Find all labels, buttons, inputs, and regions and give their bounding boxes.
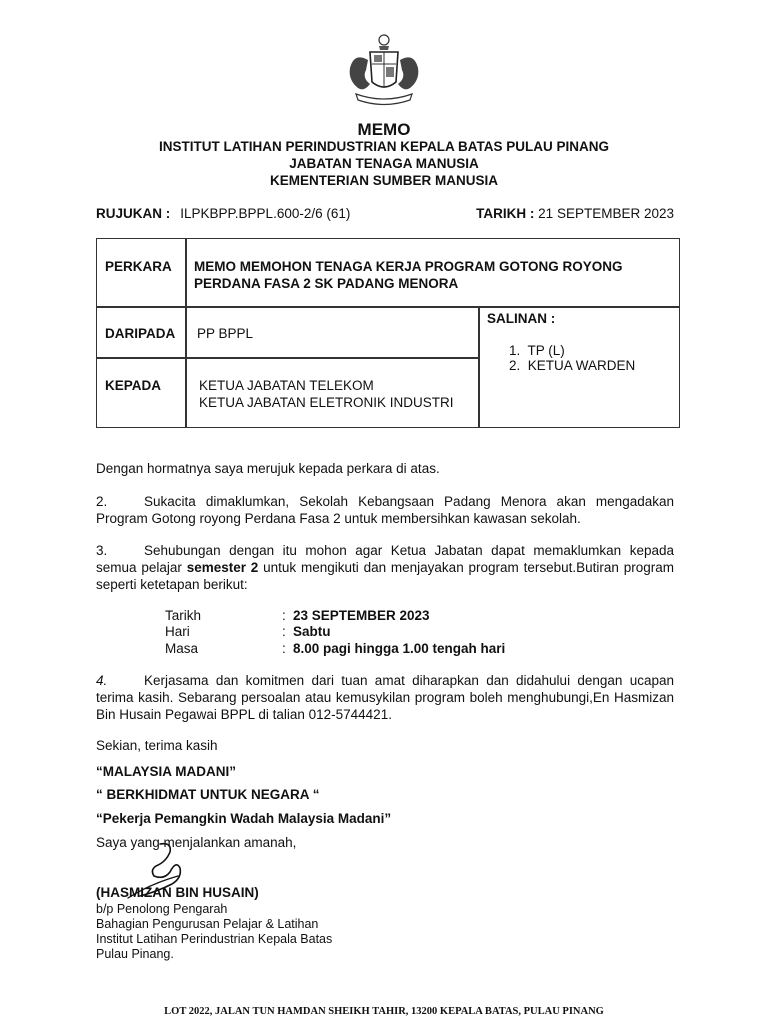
perkara-line-1: MEMO MEMOHON TENAGA KERJA PROGRAM GOTONG ROYONG bbox=[194, 259, 623, 274]
opening-paragraph: Dengan hormatnya saya merujuk kepada perkara di atas. bbox=[96, 461, 440, 476]
perkara-label: PERKARA bbox=[105, 259, 172, 274]
signatory-role: b/p Penolong Pengarah bbox=[96, 902, 228, 916]
paragraph-4-text: Kerjasama dan komitmen dari tuan amat diharapkan dan didahului dengan ucapan terima kasih. Sebarang persoalan atau kemusykilan program boleh menghubungi,En Hasmizan Bin Husain Pegawai BPPL di talian 012-5744421. bbox=[96, 673, 674, 722]
signatory-name: (HASMIZAN BIN HUSAIN) bbox=[96, 885, 259, 900]
perkara-line-2: PERDANA FASA 2 SK PADANG MENORA bbox=[194, 276, 459, 291]
malaysia-coat-of-arms-emblem bbox=[336, 30, 432, 110]
table-divider bbox=[96, 306, 680, 308]
slogan-pekerja: “Pekerja Pemangkin Wadah Malaysia Madani” bbox=[96, 811, 392, 826]
paragraph-3-bold: semester 2 bbox=[186, 560, 259, 575]
tarikh-label: TARIKH : bbox=[476, 206, 535, 221]
ministry-name: KEMENTERIAN SUMBER MANUSIA bbox=[269, 173, 498, 188]
slogan-malaysia-madani: “MALAYSIA MADANI” bbox=[96, 764, 237, 779]
signatory-division: Bahagian Pengurusan Pelajar & Latihan bbox=[96, 917, 319, 931]
daripada-label: DARIPADA bbox=[105, 326, 176, 341]
paragraph-3 bbox=[96, 542, 674, 593]
paragraph-4 bbox=[96, 672, 674, 723]
slogan-berkhidmat: “ BERKHIDMAT UNTUK NEGARA “ bbox=[96, 787, 320, 802]
kepada-label: KEPADA bbox=[105, 378, 162, 393]
sekian-line: Sekian, terima kasih bbox=[96, 738, 218, 753]
schedule-label: Masa bbox=[165, 641, 199, 656]
institute-name: INSTITUT LATIHAN PERINDUSTRIAN KEPALA BATAS PULAU PINANG bbox=[159, 139, 609, 154]
table-divider bbox=[96, 357, 479, 359]
schedule-value: Sabtu bbox=[293, 624, 331, 639]
amanah-line: Saya yang menjalankan amanah, bbox=[96, 835, 297, 850]
rujukan-value: ILPKBPP.BPPL.600-2/6 (61) bbox=[180, 206, 351, 221]
schedule-label: Hari bbox=[165, 624, 190, 639]
department-name: JABATAN TENAGA MANUSIA bbox=[289, 156, 479, 171]
salinan-label: SALINAN : bbox=[487, 311, 556, 326]
schedule-value: 23 SEPTEMBER 2023 bbox=[293, 608, 430, 623]
salinan-item: 1. TP (L) bbox=[509, 343, 565, 358]
table-divider bbox=[185, 238, 187, 428]
salinan-item: 2. KETUA WARDEN bbox=[509, 358, 636, 373]
date-block bbox=[476, 206, 674, 221]
daripada-value: PP BPPL bbox=[197, 326, 254, 341]
tarikh-value: 21 SEPTEMBER 2023 bbox=[538, 206, 674, 221]
paragraph-number: 3. bbox=[96, 543, 108, 558]
signatory-institute: Institut Latihan Perindustrian Kepala Batas bbox=[96, 932, 333, 946]
memo-title: MEMO bbox=[357, 120, 411, 139]
schedule-colon: : bbox=[282, 624, 286, 639]
signatory-location: Pulau Pinang. bbox=[96, 947, 174, 961]
schedule-label: Tarikh bbox=[165, 608, 202, 623]
schedule-colon: : bbox=[282, 608, 286, 623]
paragraph-number: 4. bbox=[96, 673, 108, 688]
paragraph-3-text-b: untuk mengikuti dan menjayakan program tersebut.Butiran program seperti ketetapan berikut: bbox=[96, 560, 674, 592]
paragraph-number: 2. bbox=[96, 494, 108, 509]
rujukan-label: RUJUKAN : bbox=[96, 206, 171, 221]
schedule-colon: : bbox=[282, 641, 286, 656]
paragraph-2 bbox=[96, 493, 674, 527]
paragraph-3-text-a: Sehubungan dengan itu mohon agar Ketua Jabatan dapat memaklumkan kepada semua pelajar bbox=[96, 543, 674, 575]
schedule-value: 8.00 pagi hingga 1.00 tengah hari bbox=[293, 641, 506, 656]
kepada-line-1: KETUA JABATAN TELEKOM bbox=[199, 378, 374, 393]
paragraph-2-text: Sukacita dimaklumkan, Sekolah Kebangsaan Padang Menora akan mengadakan Program Gotong royong Perdana Fasa 2 untuk membersihkan kawasan sekolah. bbox=[96, 494, 674, 526]
reference-block bbox=[96, 206, 350, 221]
footer-address: LOT 2022, JALAN TUN HAMDAN SHEIKH TAHIR, 13200 KEPALA BATAS, PULAU PINANG bbox=[164, 1006, 604, 1017]
kepada-line-2: KETUA JABATAN ELETRONIK INDUSTRI bbox=[199, 395, 454, 410]
table-divider bbox=[478, 306, 480, 428]
